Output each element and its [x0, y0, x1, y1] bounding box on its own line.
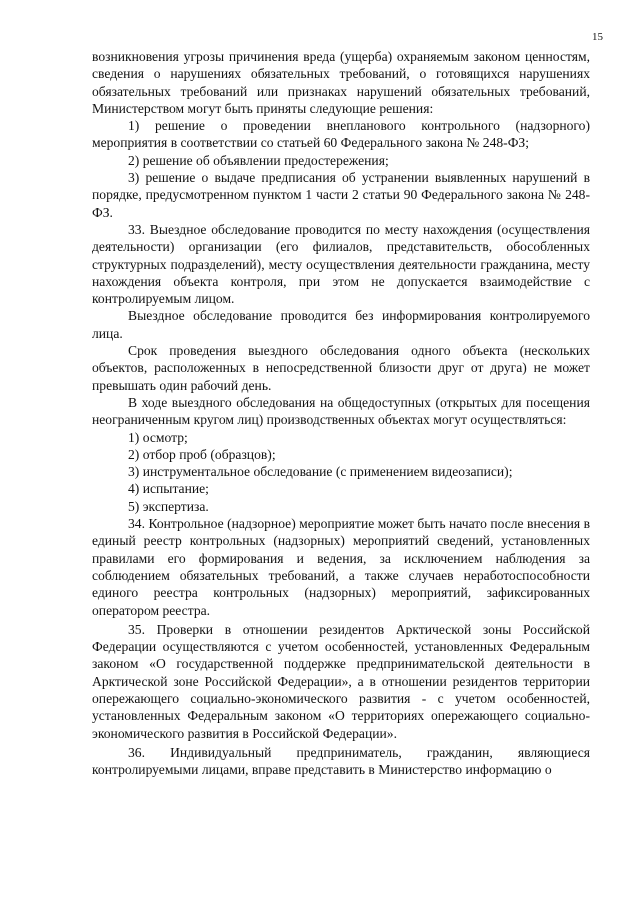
paragraph-no-notice: Выездное обследование проводится без информирования контролируемого лица. — [92, 308, 590, 341]
paragraph-duration: Срок проведения выездного обследования одного объекта (нескольких объектов, расположенных в непосредственной близости друг от друга) не может превышать один рабочий день. — [92, 343, 590, 393]
action-item-3: 3) инструментальное обследование (с применением видеозаписи); — [128, 464, 513, 480]
decision-item-1: 1) решение о проведении внепланового контрольного (надзорного) мероприятия в соответствии со статьей 60 Федерального закона № 248-ФЗ; — [92, 118, 590, 151]
action-item-4: 4) испытание; — [128, 481, 209, 497]
page-number: 15 — [592, 31, 603, 43]
decision-item-3: 3) решение о выдаче предписания об устранении выявленных нарушений в порядке, предусмотренном пунктом 1 части 2 статьи 90 Федерального закона № 248-ФЗ. — [92, 170, 590, 220]
clause-35: 35. Проверки в отношении резидентов Арктической зоны Российской Федерации осуществляются с учетом особенностей, установленных Федеральным законом «О государственной поддержке предпринимательской деятельности в Арктической зоне Российской Федерации», а в отношении резидентов территории опережающего социально-экономического развития - с учетом особенностей, установленных Федеральным законом «О территориях опережающего социально-экономического развития в Российской Федерации». — [92, 621, 590, 741]
paragraph-actions-intro: В ходе выездного обследования на общедоступных (открытых для посещения неограниченным кругом лиц) производственных объектах могут осуществляться: — [92, 394, 590, 428]
action-item-2: 2) отбор проб (образцов); — [128, 446, 276, 462]
decision-item-2: 2) решение об объявлении предостережения; — [128, 152, 389, 168]
document-body — [92, 48, 590, 778]
action-item-5: 5) экспертиза. — [128, 498, 209, 514]
clause-34: 34. Контрольное (надзорное) мероприятие может быть начато после внесения в единый реестр контрольных (надзорных) мероприятий сведений, установленных правилами его формирования и ведения, за исключением наблюдения за соблюдением обязательных требований, а также случаев неработоспособности единого реестра контрольных (надзорных) мероприятий, зафиксированных оператором реестра. — [92, 516, 590, 618]
paragraph-continuation: возникновения угрозы причинения вреда (ущерба) охраняемым законом ценностям, сведения о нарушениях обязательных требований, о готовящихся нарушениях обязательных требований или признаках нарушений обязательных требований, Министерством могут быть приняты следующие решения: — [92, 49, 590, 116]
action-item-1: 1) осмотр; — [128, 429, 188, 445]
clause-33: 33. Выездное обследование проводится по месту нахождения (осуществления деятельности) организации (его филиалов, представительств, обособленных структурных подразделений), месту осуществления деятельности гражданина, месту нахождения объекта контроля, при этом не допускается взаимодействие с контролируемым лицом. — [92, 221, 590, 307]
clause-36: 36. Индивидуальный предприниматель, гражданин, являющиеся контролируемыми лицами, вправе представить в Министерство информацию о — [92, 744, 590, 778]
